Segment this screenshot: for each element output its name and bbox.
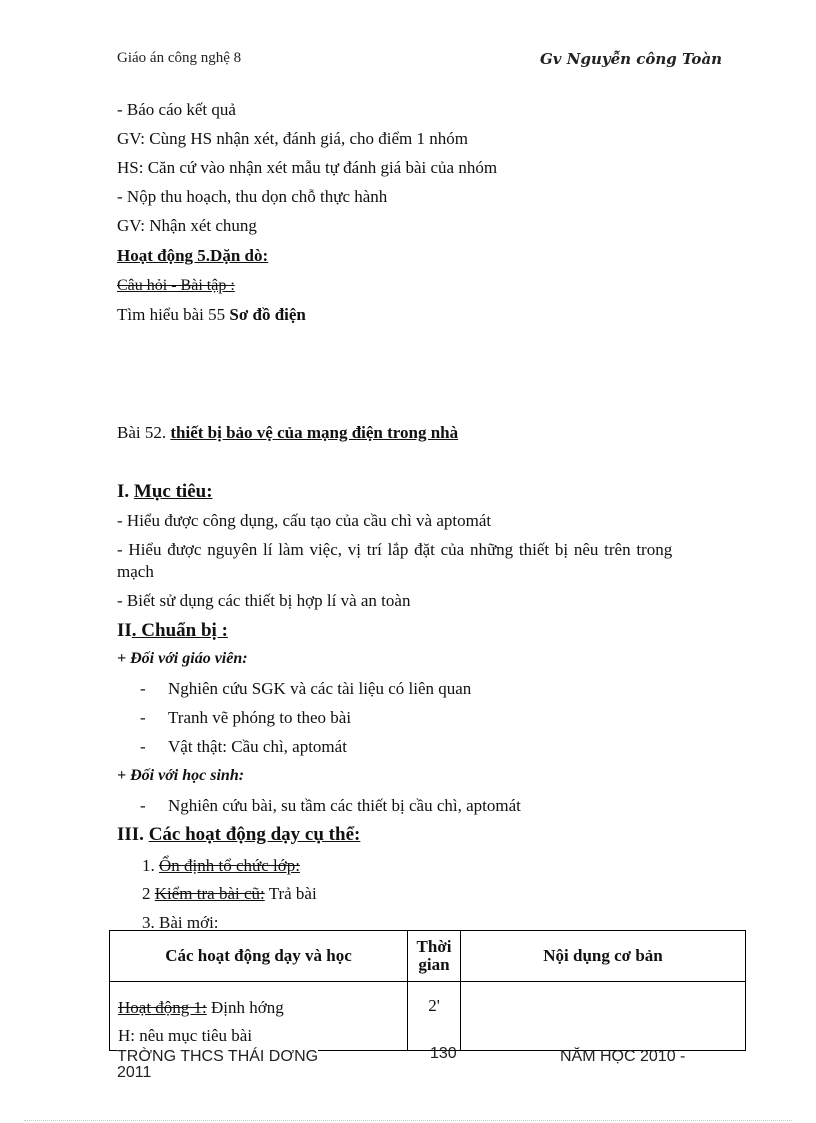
section2-title: . Chuẩn bị : bbox=[131, 620, 228, 641]
student-label: + Đối với học sinh: bbox=[117, 767, 245, 784]
section1-title: Mục tiêu: bbox=[133, 481, 213, 502]
lesson-name: thiết bị bảo vệ của mạng điện trong nhà bbox=[170, 423, 459, 442]
objective-line: - Hiểu được nguyên lí làm việc, vị trí lắp đặt của những thiết bị nêu trên trong bbox=[117, 540, 673, 559]
table-header-activities: Các hoạt động dạy và học bbox=[110, 931, 408, 982]
step-1: 1. Ổn định tổ chức lớp: bbox=[142, 856, 300, 875]
activity5-heading: Hoạt động 5.Dặn dò: bbox=[117, 246, 269, 265]
step-2: 2 Kiểm tra bài cũ: Trả bài bbox=[142, 884, 317, 903]
section3-num: III. bbox=[117, 824, 149, 845]
header-right: Gv Nguyễn công Toàn bbox=[540, 50, 723, 68]
section1-num: I. bbox=[117, 481, 134, 502]
page-edge-divider bbox=[24, 1120, 792, 1121]
section1-heading bbox=[117, 481, 213, 503]
step-3: 3. Bài mới: bbox=[142, 913, 219, 932]
footer-year: NĂM HỌC 2010 - bbox=[560, 1048, 686, 1065]
intro-line: - Báo cáo kết quả bbox=[117, 100, 236, 119]
lesson-prefix: Bài 52. bbox=[117, 423, 171, 442]
intro-line: GV: Cùng HS nhận xét, đánh giá, cho điểm 1 nhóm bbox=[117, 129, 468, 148]
section2-num: II bbox=[117, 620, 132, 641]
activity5-study bbox=[117, 305, 306, 325]
footer-school: TRỜNG THCS THÁI DƠNG bbox=[117, 1048, 319, 1065]
teacher-item: - Vật thật: Cầu chì, aptomát bbox=[140, 737, 347, 756]
activity-line: H: nêu mục tiêu bài bbox=[118, 1026, 253, 1045]
footer-page-number: 130 bbox=[430, 1045, 457, 1062]
lesson-title bbox=[117, 423, 458, 443]
activity-line: Hoạt động 1: Định hớng bbox=[118, 998, 284, 1017]
footer-school-year: 2011 bbox=[117, 1064, 152, 1081]
table-header-time: Thời gian bbox=[408, 931, 461, 982]
teacher-label: + Đối với giáo viên: bbox=[117, 650, 248, 667]
table-cell-activity bbox=[110, 982, 408, 1051]
student-item: - Nghiên cứu bài, su tầm các thiết bị cầu chì, aptomát bbox=[140, 796, 521, 815]
activity5-questions: Câu hỏi - Bài tập : bbox=[117, 277, 235, 294]
objective-line: mạch bbox=[117, 562, 154, 581]
objective-line: - Hiểu được công dụng, cấu tạo của cầu chì và aptomát bbox=[117, 511, 492, 530]
intro-line: - Nộp thu hoạch, thu dọn chỗ thực hành bbox=[117, 187, 388, 206]
table-cell-content bbox=[461, 982, 746, 1051]
objective-line: - Biết sử dụng các thiết bị hợp lí và an toàn bbox=[117, 591, 411, 610]
section3-title: Các hoạt động dạy cụ thể: bbox=[148, 824, 361, 845]
section2-heading bbox=[117, 620, 228, 642]
intro-line: HS: Căn cứ vào nhận xét mẫu tự đánh giá bài của nhóm bbox=[117, 158, 498, 177]
table-header-content: Nội dụng cơ bản bbox=[461, 931, 746, 982]
intro-line: GV: Nhận xét chung bbox=[117, 216, 257, 235]
teacher-item: - Nghiên cứu SGK và các tài liệu có liên quan bbox=[140, 679, 472, 698]
lesson-plan-table bbox=[109, 930, 746, 1051]
header-left: Giáo án công nghệ 8 bbox=[117, 50, 242, 66]
teacher-item: - Tranh vẽ phóng to theo bài bbox=[140, 708, 352, 727]
section3-heading bbox=[117, 824, 360, 846]
table-cell-time: 2' bbox=[408, 982, 461, 1051]
study-prefix: Tìm hiểu bài 55 bbox=[117, 305, 230, 324]
study-bold: Sơ đồ điện bbox=[229, 305, 306, 324]
